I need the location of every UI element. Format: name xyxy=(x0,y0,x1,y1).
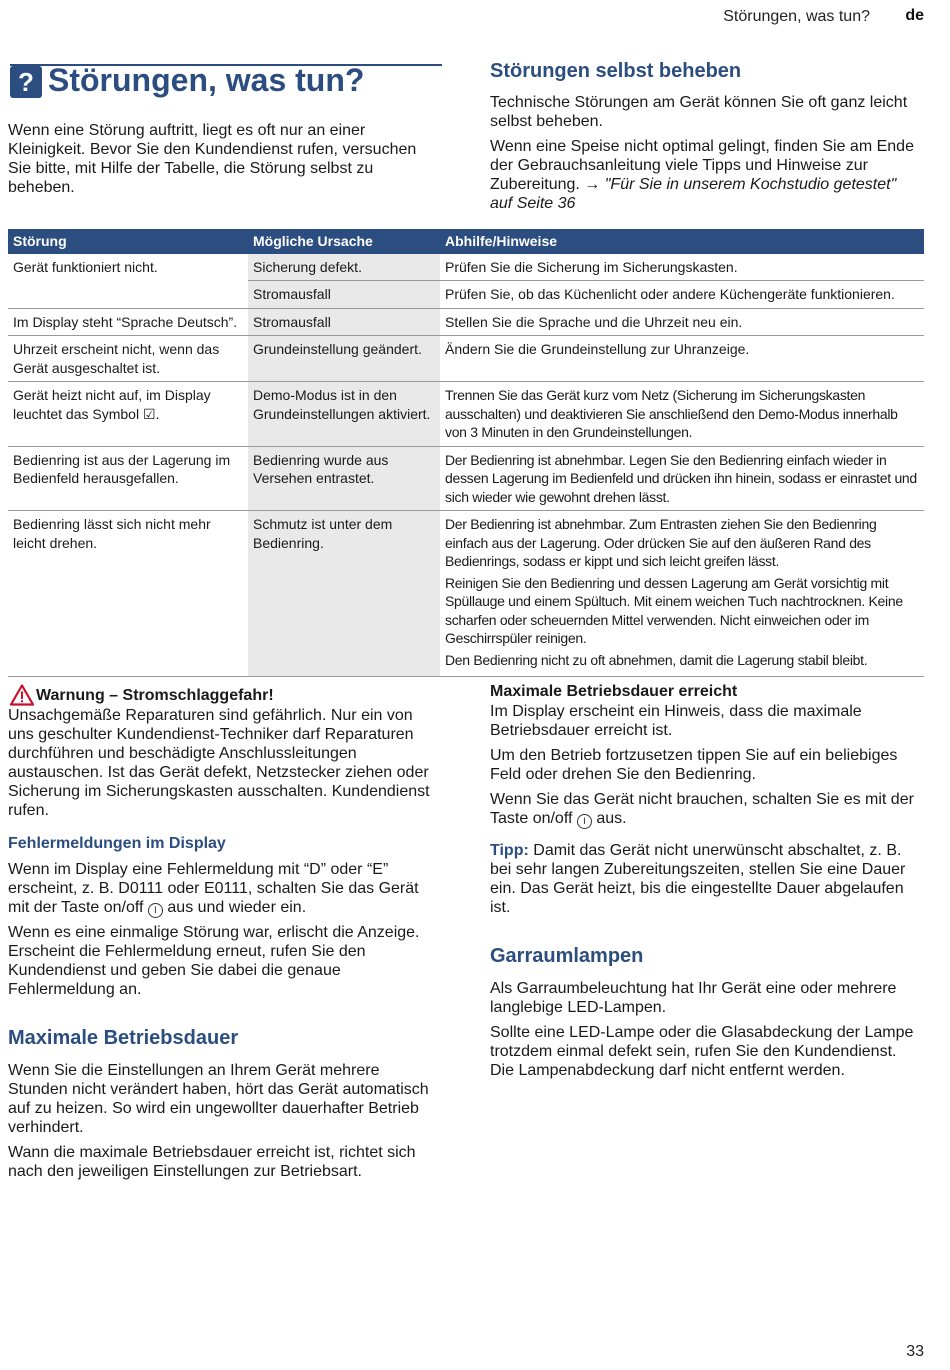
self-fix-heading: Störungen selbst beheben xyxy=(490,60,742,82)
running-header-title: Störungen, was tun? xyxy=(723,8,870,25)
troubleshooting-table xyxy=(8,229,924,677)
lamps-heading: Garraumlampen xyxy=(490,945,644,967)
max-reached-p3-text: Wenn Sie das Gerät nicht brauchen, schalten Sie es mit der Taste on/off xyxy=(490,791,914,827)
table-row xyxy=(8,336,924,382)
tip-label: Tipp: xyxy=(490,842,529,859)
column-header-fault: Störung xyxy=(8,229,248,254)
column-header-remedy: Abhilfe/Hinweise xyxy=(440,229,924,254)
errors-p2: Wenn es eine einmalige Störung war, erlischt die Anzeige. Erscheint die Fehlermeldung erneut, rufen Sie den Kundendienst und geben Sie dabei die genaue Fehlermeldung an. xyxy=(8,924,420,998)
fault-cell: Uhrzeit erscheint nicht, wenn das Gerät ausgeschaltet ist. xyxy=(8,336,248,382)
table-row xyxy=(8,254,924,281)
power-icon: I xyxy=(577,814,592,829)
remedy-cell xyxy=(440,511,924,677)
fault-cell: Gerät heizt nicht auf, im Display leuchtet das Symbol ☑. xyxy=(8,382,248,447)
language-code: de xyxy=(905,7,924,24)
lamps-p1: Als Garraumbeleuchtung hat Ihr Gerät eine oder mehrere langlebige LED-Lampen. xyxy=(490,980,897,1016)
question-icon: ? xyxy=(10,66,42,98)
errors-heading: Fehlermeldungen im Display xyxy=(8,835,226,852)
self-fix-p2-text: Wenn eine Speise nicht optimal gelingt, finden Sie am Ende der Gebrauchsanleitung viele Tipps und Hinweise zur Zubereitung. xyxy=(490,138,914,193)
max-reached-p3 xyxy=(490,790,922,829)
cause-cell: Sicherung defekt. xyxy=(248,254,440,281)
table-header-row xyxy=(8,229,924,254)
cause-cell: Schmutz ist unter dem Bedienring. xyxy=(248,511,440,677)
arrow-icon: → xyxy=(584,176,601,193)
fault-cell: Bedienring ist aus der Lagerung im Bedienfeld herausgefallen. xyxy=(8,446,248,511)
max-duration-heading: Maximale Betriebsdauer xyxy=(8,1027,239,1049)
max-reached-heading: Maximale Betriebsdauer erreicht xyxy=(490,683,738,700)
errors-p1-text: Wenn im Display eine Fehlermeldung mit “D” oder “E” erscheint, z. B. D0111 oder E0111, schalten Sie das Gerät mit der Taste on/off xyxy=(8,861,419,916)
remedy-cell: Ändern Sie die Grundeinstellung zur Uhranzeige. xyxy=(440,336,924,382)
remedy-paragraph: Der Bedienring ist abnehmbar. Zum Entrasten ziehen Sie den Bedienring einfach aus der Lagerung. Oder drücken Sie auf den äußeren Rand des Bedienrings, sodass er kippt und sich leicht greifen lässt. xyxy=(445,516,877,569)
remedy-paragraph: Reinigen Sie den Bedienring und dessen Lagerung am Gerät vorsichtig mit Spüllauge und einem Spültuch. Mit einem weichen Tuch nachtrocknen. Keine scharfen oder scheuernden Mittel verwenden. Nicht einweichen oder im Geschirrspüler reinigen. xyxy=(445,574,903,646)
tip-text: Damit das Gerät nicht unerwünscht abschaltet, z. B. bei sehr langen Zubereitungszeiten, stellen Sie eine Dauer ein. Das Gerät heizt, bis die eingestellte Dauer abgelaufen ist. xyxy=(490,842,906,916)
remedy-cell: Prüfen Sie, ob das Küchenlicht oder andere Küchengeräte funktionieren. xyxy=(440,281,924,309)
intro-text: Wenn eine Störung auftritt, liegt es oft nur an einer Kleinigkeit. Bevor Sie den Kundendienst rufen, versuchen Sie bitte, mit Hilfe der Tabelle, die Störung selbst zu beheben. xyxy=(8,122,417,196)
cause-cell: Grundeinstellung geändert. xyxy=(248,336,440,382)
errors-p1-end: aus und wieder ein. xyxy=(167,899,307,916)
remedy-cell: Trennen Sie das Gerät kurz vom Netz (Sicherung im Sicherungskasten ausschalten) und deaktivieren Sie anschließend den Demo-Modus innerhalb von 3 Minuten in den Grundeinstellungen. xyxy=(440,382,924,447)
warning-title: Warnung – Stromschlaggefahr! xyxy=(36,687,274,704)
table-row xyxy=(8,382,924,447)
fault-cell: Im Display steht “Sprache Deutsch”. xyxy=(8,308,248,336)
cross-reference-link[interactable]: "Für Sie in unserem Kochstudio getestet" auf Seite 36 xyxy=(490,176,897,212)
cause-cell: Stromausfall xyxy=(248,281,440,309)
self-fix-p2 xyxy=(490,137,922,213)
remedy-cell: Stellen Sie die Sprache und die Uhrzeit neu ein. xyxy=(440,308,924,336)
warning-triangle-icon xyxy=(10,684,34,706)
remedy-cell: Prüfen Sie die Sicherung im Sicherungskasten. xyxy=(440,254,924,281)
fault-cell: Bedienring lässt sich nicht mehr leicht drehen. xyxy=(8,511,248,677)
fault-cell: Gerät funktioniert nicht. xyxy=(8,254,248,309)
warning-text: Unsachgemäße Reparaturen sind gefährlich. Nur ein von uns geschulter Kundendienst-Techniker darf Reparaturen durchführen und beschädigte Anschlussleitungen austauschen. Ist das Gerät defekt, Netzstecker ziehen oder Sicherung im Sicherungskasten ausschalten. Kundendienst rufen. xyxy=(8,707,430,819)
table-row xyxy=(8,446,924,511)
page-number: 33 xyxy=(906,1343,924,1360)
max-reached-p1: Im Display erscheint ein Hinweis, dass die maximale Betriebsdauer erreicht ist. xyxy=(490,703,862,739)
cause-cell: Stromausfall xyxy=(248,308,440,336)
remedy-cell: Der Bedienring ist abnehmbar. Legen Sie den Bedienring einfach wieder in dessen Lagerung im Bedienfeld und drücken ihn hinein, sodass er einrastet und sich wieder wie gewohnt drehen lässt. xyxy=(440,446,924,511)
cause-cell: Bedienring wurde aus Versehen entrastet. xyxy=(248,446,440,511)
errors-p1 xyxy=(8,860,440,918)
remedy-paragraph: Den Bedienring nicht zu oft abnehmen, damit die Lagerung stabil bleibt. xyxy=(445,651,868,668)
cause-cell: Demo-Modus ist in den Grundeinstellungen aktiviert. xyxy=(248,382,440,447)
power-icon: I xyxy=(148,903,163,918)
table-row xyxy=(8,308,924,336)
lamps-p2: Sollte eine LED-Lampe oder die Glasabdeckung der Lampe trotzdem einmal defekt sein, rufen Sie den Kundendienst. Die Lampenabdeckung darf nicht entfernt werden. xyxy=(490,1024,914,1079)
max-reached-p2: Um den Betrieb fortzusetzen tippen Sie auf ein beliebiges Feld oder drehen Sie den Bedienring. xyxy=(490,747,898,783)
page-title: Störungen, was tun? xyxy=(48,62,365,98)
max-reached-p3-end: aus. xyxy=(596,810,627,827)
max-duration-p2: Wann die maximale Betriebsdauer erreicht ist, richtet sich nach den jeweiligen Einstellungen zur Betriebsart. xyxy=(8,1144,416,1180)
column-header-cause: Mögliche Ursache xyxy=(248,229,440,254)
max-duration-p1: Wenn Sie die Einstellungen an Ihrem Gerät mehrere Stunden nicht verändert haben, hört das Gerät automatisch auf zu heizen. So wird ein ungewollter dauerhafter Betrieb verhindert. xyxy=(8,1062,429,1136)
self-fix-p1: Technische Störungen am Gerät können Sie oft ganz leicht selbst beheben. xyxy=(490,94,908,130)
table-row xyxy=(8,511,924,677)
tip-paragraph xyxy=(490,841,920,917)
